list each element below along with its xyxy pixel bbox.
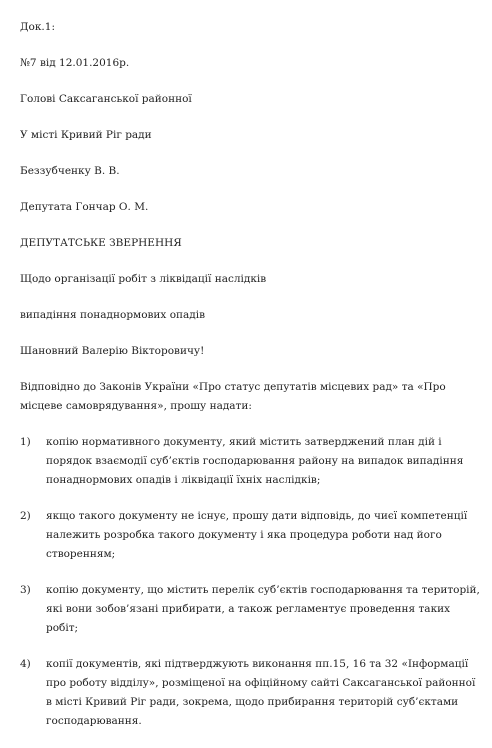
subject-line-1: Щодо організації робіт з ліквідації наслідків xyxy=(20,273,267,285)
request-item-number: 2) xyxy=(20,510,31,522)
request-item-text: копію документу, що містить перелік суб’єктів господарювання та територій, які вони зобов’язані прибирати, а також регламентує проведення таких робіт; xyxy=(46,584,480,634)
request-item-3 xyxy=(20,581,482,638)
recipient-name: Беззубченку В. В. xyxy=(20,165,120,177)
request-item-1 xyxy=(20,433,482,490)
request-item-4 xyxy=(20,655,482,731)
document-label: Док.1: xyxy=(20,21,55,33)
request-item-2 xyxy=(20,507,482,564)
document-number-date: №7 від 12.01.2016р. xyxy=(20,57,130,69)
recipient-council: У місті Кривий Ріг ради xyxy=(20,129,152,141)
request-item-text: копії документів, які підтверджують виконання пп.15, 16 та 32 «Інформації про роботу відділу», розміщеної на офіційному сайті Саксаганської районної в місті Кривий Ріг ради, зокрема, щодо прибирання територій суб’єктами господарювання. xyxy=(46,658,476,727)
salutation: Шановний Валерію Вікторовичу! xyxy=(20,345,205,357)
document-title: ДЕПУТАТСЬКЕ ЗВЕРНЕННЯ xyxy=(20,237,182,249)
request-item-number: 4) xyxy=(20,658,31,670)
request-item-text: копію нормативного документу, який містить затверджений план дій і порядок взаємодії суб’єктів господарювання району на випадок випадіння понаднормових опадів і ліквідації їхніх наслідків; xyxy=(46,436,464,486)
sender-name: Депутата Гончар О. М. xyxy=(20,201,149,213)
request-item-number: 3) xyxy=(20,584,31,596)
document-body xyxy=(20,18,482,748)
subject-line-2: випадіння понаднормових опадів xyxy=(20,309,206,321)
recipient-title: Голові Саксаганської районної xyxy=(20,93,192,105)
request-item-number: 1) xyxy=(20,436,31,448)
request-item-text: якщо такого документу не існує, прошу дати відповідь, до чиєї компетенції належить розробка такого документу і яка процедура роботи над його створенням; xyxy=(46,510,468,560)
intro-paragraph: Відповідно до Законів України «Про статус депутатів місцевих рад» та «Про місцеве самоврядування», прошу надати: xyxy=(20,381,446,412)
